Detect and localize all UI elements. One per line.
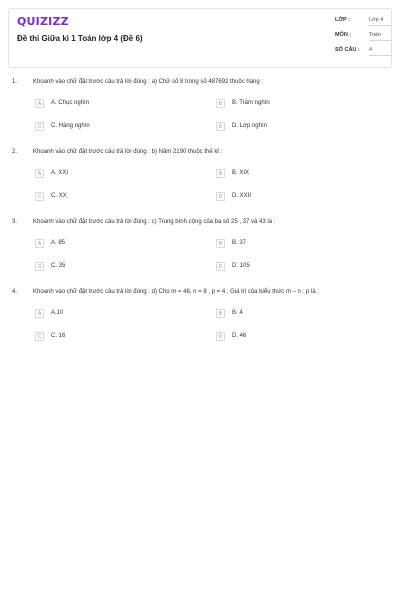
option-text: A.10: [51, 310, 64, 316]
question-number: 4.: [12, 289, 18, 295]
option-letter-box: B: [216, 99, 225, 108]
option-text: A. 85: [51, 240, 66, 246]
quizizz-logo: QUIZIZZ: [17, 15, 69, 28]
meta-label: LỚP :: [335, 17, 350, 23]
option-text: B. 37: [232, 240, 247, 246]
worksheet-title: Đề thi Giữa kì 1 Toán lớp 4 (Đề 6): [17, 34, 143, 43]
option-a[interactable]: [35, 309, 175, 319]
option-text: D. Lớp nghìn: [232, 123, 267, 129]
option-d[interactable]: [216, 192, 356, 202]
option-letter-box: B: [216, 239, 225, 248]
option-text: A. XXI: [51, 170, 69, 176]
option-text: B. 4: [232, 310, 243, 316]
option-text: C. 16: [51, 333, 66, 339]
option-letter-box: A: [35, 239, 44, 248]
option-letter-box: D: [216, 192, 225, 201]
option-c[interactable]: [35, 332, 175, 342]
option-letter-box: C: [35, 192, 44, 201]
option-a[interactable]: [35, 169, 175, 179]
option-a[interactable]: [35, 99, 175, 109]
option-b[interactable]: [216, 99, 356, 109]
meta-label: MÔN :: [335, 32, 352, 38]
meta-row-count: [335, 47, 391, 59]
question-text: Khoanh vào chữ đặt trước câu trả lời đúng : c) Trung bình cộng của ba số 25 , 37 và 43 là :: [33, 219, 276, 225]
meta-label: SỐ CÂU :: [335, 47, 360, 53]
option-letter-box: B: [216, 169, 225, 178]
question-number: 2.: [12, 149, 18, 155]
worksheet-header: [8, 8, 392, 68]
option-letter-box: D: [216, 122, 225, 131]
question-4: [0, 289, 400, 349]
option-text: D. 105: [232, 263, 250, 269]
option-letter-box: C: [35, 332, 44, 341]
meta-row-subject: [335, 32, 391, 44]
option-b[interactable]: [216, 309, 356, 319]
option-letter-box: C: [35, 122, 44, 131]
meta-value: Toán: [369, 32, 391, 41]
option-text: D. 46: [232, 333, 247, 339]
option-text: C. XX: [51, 193, 67, 199]
option-b[interactable]: [216, 239, 356, 249]
question-1: [0, 79, 400, 139]
option-a[interactable]: [35, 239, 175, 249]
option-letter-box: B: [216, 309, 225, 318]
meta-value: 4: [369, 47, 391, 56]
option-letter-box: A: [35, 99, 44, 108]
question-text: Khoanh vào chữ đặt trước câu trả lời đúng : b) Năm 2190 thuộc thế kỉ :: [33, 149, 223, 155]
option-text: C. 35: [51, 263, 66, 269]
meta-row-class: [335, 17, 391, 29]
option-c[interactable]: [35, 262, 175, 272]
option-d[interactable]: [216, 122, 356, 132]
question-text: Khoanh vào chữ đặt trước câu trả lời đúng : d) Cho m = 48, n = 8 , p = 4 . Giá trị của biểu thức m – n : p là :: [33, 289, 319, 295]
option-letter-box: A: [35, 309, 44, 318]
question-number: 3.: [12, 219, 18, 225]
option-text: B. Trăm nghìn: [232, 100, 270, 106]
option-d[interactable]: [216, 262, 356, 272]
option-text: C. Hàng nghìn: [51, 123, 90, 129]
option-b[interactable]: [216, 169, 356, 179]
question-text: Khoanh vào chữ đặt trước câu trả lời đúng : a) Chữ số 8 trong số 487692 thuộc hàng :: [33, 79, 264, 85]
option-text: D. XXII: [232, 193, 252, 199]
question-3: [0, 219, 400, 279]
option-letter-box: C: [35, 262, 44, 271]
option-letter-box: D: [216, 262, 225, 271]
option-letter-box: A: [35, 169, 44, 178]
option-c[interactable]: [35, 192, 175, 202]
option-text: B. XIX: [232, 170, 250, 176]
option-d[interactable]: [216, 332, 356, 342]
question-number: 1.: [12, 79, 18, 85]
option-c[interactable]: [35, 122, 175, 132]
question-2: [0, 149, 400, 209]
meta-value: Lớp 4: [369, 17, 391, 26]
option-letter-box: D: [216, 332, 225, 341]
option-text: A. Chục nghìn: [51, 100, 90, 106]
